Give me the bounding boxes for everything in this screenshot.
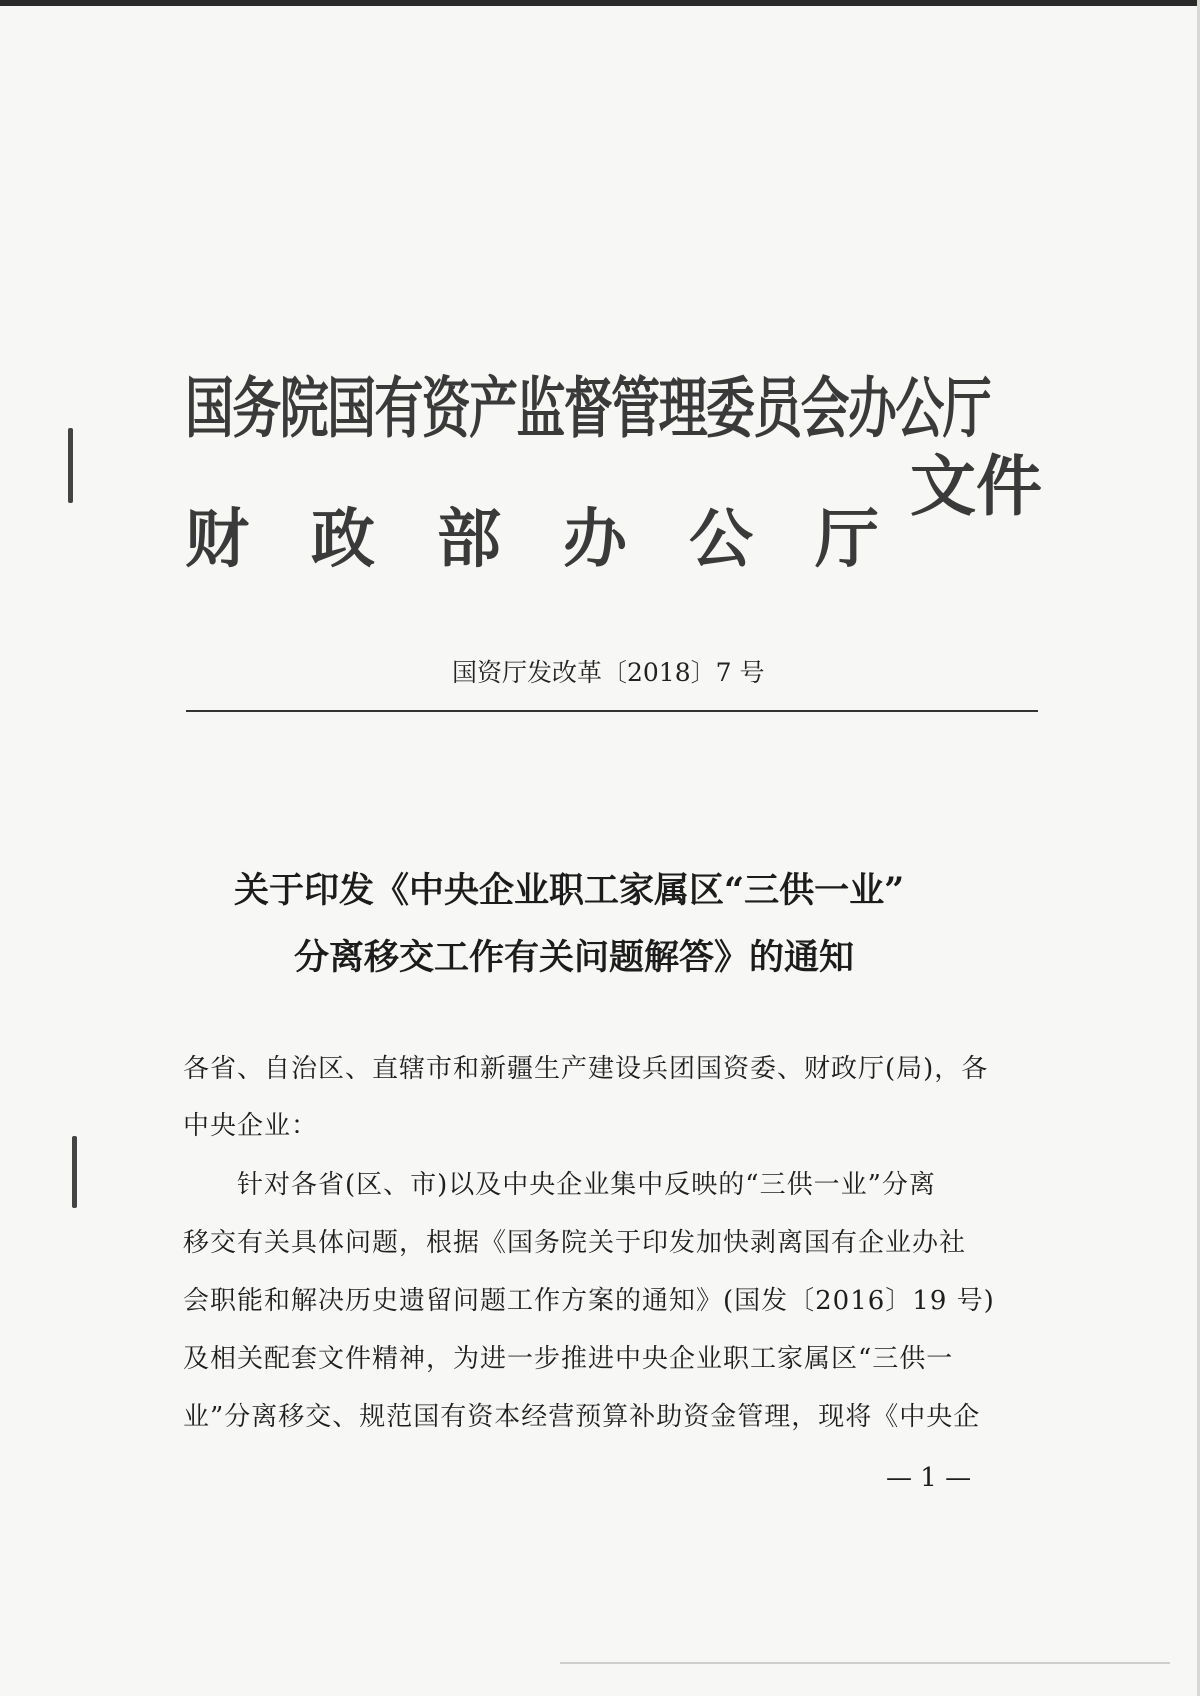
issuer-line-2: 财政部办公厅 xyxy=(185,503,941,577)
page-number: — 1 — xyxy=(886,1463,972,1493)
body-line: 移交有关具体问题，根据《国务院关于印发加快剥离国有企业办社 xyxy=(183,1228,967,1258)
page-bottom-edge xyxy=(560,1662,1170,1664)
body-line: 中央企业： xyxy=(183,1111,319,1141)
body-line: 业”分离移交、规范国有资本经营预算补助资金管理，现将《中央企 xyxy=(183,1402,981,1432)
body-line: 会职能和解决历史遗留问题工作方案的通知》(国发〔2016〕19 号) xyxy=(183,1286,995,1316)
body-line: 及相关配套文件精神，为进一步推进中央企业职工家属区“三供一 xyxy=(183,1344,954,1374)
header-divider xyxy=(186,710,1038,712)
binding-mark-top xyxy=(68,428,73,503)
binding-mark-bottom xyxy=(72,1136,77,1208)
title-line-2: 分离移交工作有关问题解答》的通知 xyxy=(294,937,855,978)
issuer-line-1: 国务院国有资产监督管理委员会办公厅 xyxy=(185,370,991,447)
file-label: 文件 xyxy=(910,448,1042,525)
document-number: 国资厅发改革〔2018〕7 号 xyxy=(452,658,765,687)
title-line-1: 关于印发《中央企业职工家属区“三供一业” xyxy=(234,870,905,911)
page-top-border xyxy=(0,0,1200,6)
body-line: 各省、自治区、直辖市和新疆生产建设兵团国资委、财政厅(局)，各 xyxy=(183,1054,989,1084)
body-line: 针对各省(区、市)以及中央企业集中反映的“三供一业”分离 xyxy=(183,1170,936,1200)
